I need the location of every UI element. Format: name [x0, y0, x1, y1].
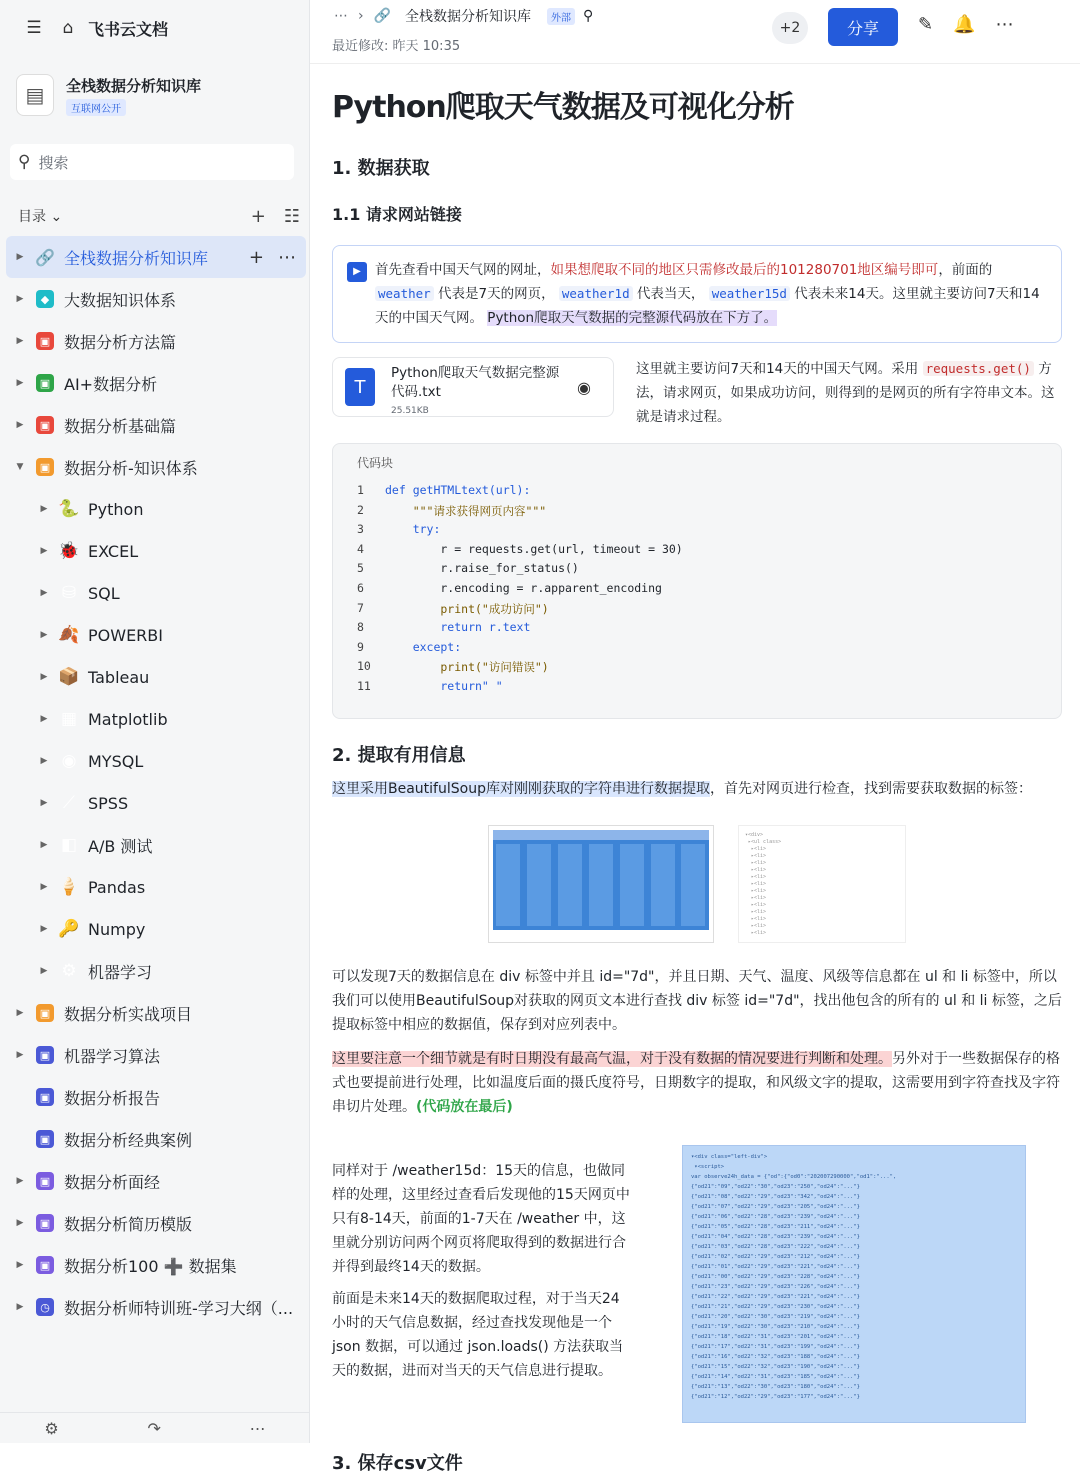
item-actions: [249, 247, 296, 268]
bug-icon: 🐞: [58, 541, 80, 561]
code-line: [357, 581, 1037, 601]
paragraph-text: ，首先对网页进行检查，找到需要获取数据的标签：: [709, 781, 1032, 797]
sidebar-item[interactable]: [6, 446, 306, 488]
sidebar-item[interactable]: [6, 1118, 306, 1160]
sidebar-item[interactable]: [6, 1286, 306, 1328]
collaborators-avatar[interactable]: +2: [772, 12, 808, 44]
weather-page-screenshot[interactable]: [488, 825, 714, 943]
code-line: [357, 542, 1037, 562]
code-text: return r.text: [385, 620, 531, 635]
search-placeholder: 搜索: [38, 153, 69, 172]
line-number: 9: [357, 639, 364, 654]
html-inspector-screenshot[interactable]: ▾<div> ▸<ul class> ▸<li> ▸<li> ▸<li> ▸<li> ▸<li> ▸<li> ▸<li> ▸<li> ▸<li> ▸<li> ▸<li> ▸<li> ▸<li>: [738, 825, 906, 943]
sidebar: [0, 0, 310, 1443]
brand-name: 飞书云文档: [88, 19, 169, 39]
sidebar-item-label: SPSS: [88, 793, 129, 813]
inline-code: requests.get(): [923, 361, 1034, 376]
code-block[interactable]: [332, 443, 1062, 719]
link-icon: 🔗: [373, 8, 392, 24]
pin-icon[interactable]: ⚲: [583, 8, 594, 24]
file-description: [636, 357, 1062, 429]
code-line: [357, 561, 1037, 581]
add-icon[interactable]: +: [248, 246, 264, 268]
sidebar-item-label: 数据分析简历模版: [64, 1214, 193, 1234]
sidebar-item[interactable]: [6, 866, 306, 908]
sidebar-item-label: A/B 测试: [88, 836, 153, 856]
chevron-right-icon[interactable]: ▶: [40, 714, 48, 724]
sidebar-item-label: 数据分析实战项目: [64, 1004, 193, 1024]
kb-title: 全栈数据分析知识库: [66, 76, 202, 95]
chevron-right-icon[interactable]: ▶: [16, 420, 24, 430]
sidebar-item-label: Tableau: [88, 667, 150, 687]
sidebar-item-label: 机器学习: [88, 962, 153, 982]
share-icon[interactable]: ↷: [147, 1418, 161, 1438]
chevron-right-icon[interactable]: ▶: [16, 1008, 24, 1018]
highlight-text: 这里采用BeautifulSoup库对刚刚获取的字符串进行数据提取: [332, 781, 710, 797]
line-number: 7: [357, 600, 364, 615]
breadcrumb: [334, 6, 593, 26]
inline-code: weather1d: [559, 286, 633, 301]
pandas-icon: 🍦: [58, 877, 80, 897]
heading-extract-info: 2. 提取有用信息: [332, 745, 466, 766]
paragraph-div-7d: 可以发现7天的数据信息在 div 标签中并且 id="7d"，并且日期、天气、温度、风级等信息都在 ul 和 li 标签中，所以我们可以使用BeautifulSoup对获取的网页文本进行查找 div 标签 id="7d"，找出他包含的所有的 ul 和 li 标签，之后提取标签中相应的数据值，保存到对应列表中。: [332, 969, 1062, 1033]
chevron-right-icon[interactable]: ▶: [16, 252, 24, 262]
sql-icon: ⛁: [61, 583, 77, 603]
box-icon: ▣: [36, 1256, 54, 1274]
sidebar-item-label: MYSQL: [88, 751, 144, 771]
sidebar-item[interactable]: [6, 698, 306, 740]
sidebar-item[interactable]: [6, 656, 306, 698]
sidebar-item-label: 数据分析100 ➕ 数据集: [64, 1256, 237, 1276]
sidebar-item-label: 数据分析面经: [64, 1172, 161, 1192]
collapse-sidebar-icon[interactable]: ☰: [26, 18, 42, 38]
sidebar-item[interactable]: [6, 614, 306, 656]
sidebar-item-label: AI+数据分析: [64, 374, 158, 394]
sidebar-item[interactable]: [6, 488, 306, 530]
toolbar-icons: [918, 14, 1014, 35]
code-text: try:: [385, 522, 441, 537]
sidebar-item[interactable]: [6, 1034, 306, 1076]
mysql-icon: ◉: [61, 751, 77, 771]
code-text: """请求获得网页内容""": [385, 503, 547, 518]
desc-text: 这里就主要访问7天和14天的中国天气网。采用: [636, 361, 923, 377]
chevron-right-icon[interactable]: ▶: [16, 378, 24, 388]
line-number: 1: [357, 483, 364, 497]
sidebar-item[interactable]: [6, 320, 306, 362]
sidebar-item-label: 数据分析经典案例: [64, 1130, 193, 1150]
more-icon[interactable]: ⋯: [249, 1418, 266, 1438]
doc-tree: [6, 236, 306, 1328]
box-icon: ▣: [36, 374, 54, 392]
breadcrumb-title[interactable]: 全栈数据分析知识库: [405, 9, 532, 25]
sidebar-item[interactable]: [6, 950, 306, 992]
main-content: [310, 0, 1080, 1474]
line-number: 11: [357, 678, 371, 693]
code-line: [357, 659, 1037, 679]
chevron-right-icon[interactable]: ▶: [40, 756, 48, 766]
code-text: r.encoding = r.apparent_encoding: [385, 580, 662, 595]
sidebar-item[interactable]: [6, 908, 306, 950]
chevron-right-icon[interactable]: ▶: [16, 1260, 24, 1270]
sidebar-item-label: 数据分析师特训班-学习大纲（...: [64, 1298, 294, 1318]
line-number: 4: [357, 541, 364, 556]
line-number: 8: [357, 620, 364, 635]
share-button[interactable]: 分享: [828, 8, 898, 46]
box-icon: ▣: [36, 1004, 54, 1022]
matplotlib-icon: ▦: [60, 709, 78, 729]
external-badge: 外部: [547, 8, 575, 25]
chevron-right-icon[interactable]: ▶: [16, 336, 24, 346]
code-line: [357, 601, 1037, 621]
top-bar: [310, 0, 1080, 64]
sidebar-footer: [0, 1412, 310, 1443]
line-number: 2: [357, 502, 364, 517]
paragraph-beautifulsoup: [332, 777, 1062, 801]
more-options-icon[interactable]: ⋯: [995, 14, 1014, 35]
code-text: print("成功访问"): [385, 601, 549, 616]
search-icon: ⚲: [18, 152, 31, 172]
kb-public-badge: 互联网公开: [66, 99, 126, 116]
screenshot-images: [332, 825, 1062, 943]
sidebar-item-label: SQL: [88, 583, 120, 603]
inline-code: weather15d: [709, 286, 790, 301]
doc-title: Python爬取天气数据及可视化分析: [332, 90, 794, 125]
powerbi-icon: 🍂: [58, 625, 80, 645]
callout-red-text: 如果想爬取不同的地区只需修改最后的101280701地区编号即可: [550, 262, 939, 278]
knowledge-base-card[interactable]: [16, 70, 201, 120]
sidebar-item[interactable]: [6, 362, 306, 404]
more-icon[interactable]: ⋯: [278, 246, 296, 268]
code-text: print("访问错误"): [385, 660, 549, 675]
sidebar-item-label: Pandas: [88, 877, 146, 897]
sidebar-item-label: 机器学习算法: [64, 1046, 161, 1066]
sidebar-item-label: Numpy: [88, 919, 146, 939]
sidebar-item-label: Matplotlib: [88, 709, 168, 729]
sidebar-item[interactable]: [6, 404, 306, 446]
sidebar-item-label: POWERBI: [88, 625, 163, 645]
code-text: return" ": [385, 678, 503, 693]
chevron-right-icon[interactable]: ▶: [40, 966, 48, 976]
chevron-right-icon[interactable]: ▶: [40, 672, 48, 682]
desc-text: 方法，请求网页，如果成功访问，则得到的是网页的所有字符串文本。这就是请求过程。: [636, 361, 1055, 425]
txt-file-icon: T: [345, 368, 375, 406]
code-text: r.raise_for_status(): [385, 561, 579, 576]
preview-eye-icon[interactable]: ◉: [577, 378, 591, 397]
paragraph-detail-note: [332, 1047, 1062, 1119]
clock-icon: ◷: [36, 1298, 54, 1316]
more-crumbs-icon[interactable]: ⋯: [334, 8, 348, 24]
box-icon: ▣: [36, 1088, 54, 1106]
numpy-icon: 🔑: [58, 919, 80, 939]
spss-icon: ⟋: [63, 793, 75, 813]
settings-icon[interactable]: ⚙: [44, 1418, 59, 1438]
sidebar-item[interactable]: [6, 236, 306, 278]
line-number: 6: [357, 580, 364, 595]
callout-block: [332, 245, 1062, 343]
callout-flag-icon: ▶: [347, 262, 367, 282]
code-block-title: 代码块: [357, 456, 394, 470]
document: [332, 70, 1062, 1475]
sidebar-item-label: 数据分析-知识体系: [64, 458, 198, 478]
callout-text: 首先查看中国天气网的网址，: [375, 262, 551, 278]
sidebar-item[interactable]: [6, 1202, 306, 1244]
file-attachment[interactable]: [332, 357, 614, 417]
two-column-section: [332, 1145, 1062, 1423]
python-icon: 🐍: [58, 499, 80, 519]
sidebar-item-label: EXCEL: [88, 541, 139, 561]
box-icon: ▣: [36, 1214, 54, 1232]
link-icon: 🔗: [35, 247, 55, 267]
json-source-screenshot[interactable]: ▾<div class="left-div"> ▾<script> var observe24h_data = {"od":{"od0":"202007290000","od1":"...", {"od21":"09","od22":"30","od23":"250","od24":"..."} {"od21":"08","od22":"29","od23":"342","od24":"..."} {"od21":"07","od22":"29","od23":"205","od24":"..."} {"od21":"06","od22":"28","od23":"239","od24":"..."} {"od21":"05","od22":"28","od23":"211","od24":"..."} {"od21":"04","od22":"28","od23":"239","od24":"..."} {"od21":"03","od22":"28","od23":"222","od24":"..."} {"od21":"02","od22":"29","od23":"212","od24":"..."} {"od21":"01","od22":"29","od23":"221","od24":"..."} {"od21":"00","od22":"29","od23":"228","od24":"..."} {"od21":"23","od22":"29","od23":"226","od24":"..."} {"od21":"22","od22":"29","od23":"221","od24":"..."} {"od21":"21","od22":"29","od23":"230","od24":"..."} {"od21":"20","od22":"30","od23":"219","od24":"..."} {"od21":"19","od22":"30","od23":"210","od24":"..."} {"od21":"18","od22":"31","od23":"201","od24":"..."} {"od21":"17","od22":"31","od23":"199","od24":"..."} {"od21":"16","od22":"32","od23":"188","od24":"..."} {"od21":"15","od22":"32","od23":"190","od24":"..."} {"od21":"14","od22":"31","od23":"185","od24":"..."} {"od21":"13","od22":"30","od23":"180","od24":"..."} {"od21":"12","od22":"29","od23":"177","od24":"..."}: [682, 1145, 1026, 1423]
code-text: except:: [385, 639, 462, 654]
callout-text: 代表未来14天。这里就主要访问7天和14天的中国天气网。: [375, 286, 1040, 326]
sidebar-item[interactable]: [6, 782, 306, 824]
chevron-right-icon[interactable]: ▶: [40, 546, 48, 556]
paragraph-text: 另外对于一些数据保存的格式也要提前进行处理，比如温度后面的摄氏度符号，日期数字的提取，和风级文字的提取，这需要用到字符查找及字符串切片处理。: [332, 1051, 1060, 1115]
sidebar-item[interactable]: [6, 572, 306, 614]
chevron-right-icon[interactable]: ▶: [40, 588, 48, 598]
sidebar-item-label: 数据分析方法篇: [64, 332, 177, 352]
outline-icon[interactable]: ☷: [283, 205, 300, 227]
box-icon: ▣: [36, 416, 54, 434]
chevron-right-icon: ›: [358, 8, 364, 24]
add-icon[interactable]: +: [250, 205, 266, 227]
sidebar-item-label: 数据分析基础篇: [64, 416, 177, 436]
chevron-right-icon[interactable]: ▶: [40, 882, 48, 892]
highlight-text: 这里要注意一个细节就是有时日期没有最高气温，对于没有数据的情况要进行判断和处理。: [332, 1051, 892, 1067]
chevron-right-icon[interactable]: ▶: [40, 630, 48, 640]
chevron-right-icon[interactable]: ▶: [40, 504, 48, 514]
chevron-right-icon[interactable]: ▶: [16, 294, 24, 304]
sidebar-item-label: 数据分析报告: [64, 1088, 161, 1108]
file-section: [332, 357, 1062, 429]
sidebar-item[interactable]: [6, 824, 306, 866]
chevron-right-icon[interactable]: ▶: [16, 1176, 24, 1186]
sidebar-item-label: 大数据知识体系: [64, 290, 177, 310]
code-text: r = requests.get(url, timeout = 30): [385, 541, 683, 556]
code-line: [357, 679, 1037, 699]
sidebar-item[interactable]: [6, 278, 306, 320]
heading-data-acquisition: 1. 数据获取: [332, 158, 430, 179]
box-icon: ▣: [36, 1172, 54, 1190]
sidebar-item[interactable]: [6, 1160, 306, 1202]
box-icon: ▣: [36, 458, 54, 476]
chevron-right-icon[interactable]: ▶: [40, 924, 48, 934]
callout-text: ，前面的: [938, 262, 993, 278]
search-box[interactable]: [10, 144, 294, 180]
line-number: 3: [357, 522, 364, 537]
code-lines: [357, 483, 1037, 699]
code-text: def getHTMLtext(url):: [385, 483, 531, 497]
callout-text: 代表当天，: [632, 286, 705, 302]
sidebar-item[interactable]: [6, 1244, 306, 1286]
line-number: 10: [357, 659, 371, 674]
chevron-right-icon[interactable]: ▶: [16, 1218, 24, 1228]
sidebar-item[interactable]: [6, 992, 306, 1034]
chevron-right-icon[interactable]: ▶: [40, 840, 48, 850]
code-line: [357, 620, 1037, 640]
box-icon: ▣: [36, 332, 54, 350]
callout-text: 代表是7天的网页，: [433, 286, 555, 302]
heading-save-csv: 3. 保存csv文件: [332, 1453, 463, 1474]
chevron-right-icon[interactable]: ▶: [16, 1050, 24, 1060]
edit-icon[interactable]: ✎: [918, 14, 934, 35]
paragraph-weather15d: 同样对于 /weather15d：15天的信息，也做同样的处理，这里经过查看后发现他的15天网页中只有8-14天，前面的1-7天在 /weather 中，这里就分别访问两个网页将爬取得到的数据进行合并得到最终14天的数据。: [332, 1163, 630, 1275]
ml-icon: ⚙: [61, 961, 77, 981]
kb-logo-icon: ▤: [16, 74, 54, 116]
box-icon: ▣: [36, 1046, 54, 1064]
code-line: [357, 640, 1037, 660]
toc-label[interactable]: 目录 ⌄: [18, 209, 63, 225]
last-modified: 最近修改: 昨天 10:35: [332, 39, 461, 54]
chevron-right-icon[interactable]: ▶: [16, 1302, 24, 1312]
code-at-end-note: (代码放在最后): [416, 1099, 513, 1115]
line-number: 5: [357, 561, 364, 576]
sidebar-item-label: 全栈数据分析知识库: [64, 248, 209, 268]
tableau-icon: 📦: [58, 667, 80, 687]
callout-highlight: Python爬取天气数据的完整源代码放在下方了。: [487, 310, 778, 326]
code-line: [357, 503, 1037, 523]
chevron-right-icon[interactable]: ▶: [40, 798, 48, 808]
code-line: [357, 522, 1037, 542]
file-name: Python爬取天气数据完整源代码.txt: [391, 365, 560, 400]
bell-icon[interactable]: 🔔: [953, 14, 976, 35]
home-icon[interactable]: ⌂: [62, 18, 74, 38]
sidebar-item[interactable]: [6, 530, 306, 572]
toc-header: [18, 204, 300, 228]
diamond-icon: ◆: [36, 290, 54, 308]
file-size: 25.51KB: [391, 406, 429, 416]
box-icon: ▣: [36, 1130, 54, 1148]
sidebar-header: [22, 14, 168, 42]
chevron-down-icon[interactable]: ▼: [16, 462, 24, 472]
ab-icon: ◧: [60, 835, 78, 855]
sidebar-item-label: Python: [88, 499, 144, 519]
heading-request-link: 1.1 请求网站链接: [332, 205, 462, 224]
sidebar-item[interactable]: [6, 740, 306, 782]
inline-code: weather: [375, 286, 434, 301]
paragraph-json: 前面是未来14天的数据爬取过程，对于当天24小时的天气信息数据，经过查找发现他是一个 json 数据，可以通过 json.loads() 方法获取当天的数据，进而对当天的天气信息进行提取。: [332, 1291, 624, 1379]
code-line: [357, 483, 1037, 503]
sidebar-item[interactable]: [6, 1076, 306, 1118]
